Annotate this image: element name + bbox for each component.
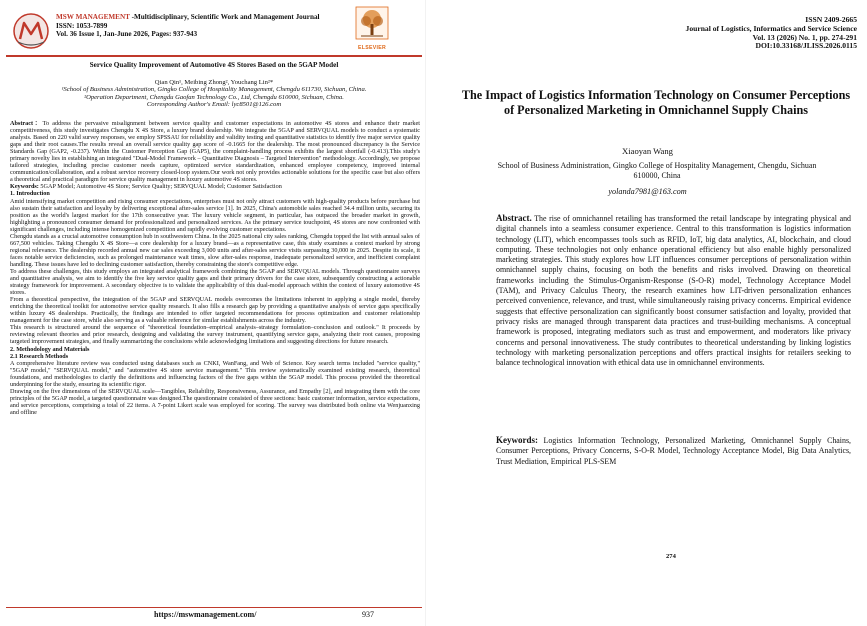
right-volume: Vol. 13 (2026) No. 1, pp. 274-291 [752, 32, 857, 42]
left-abstract-label: Abstract： [10, 120, 43, 127]
paragraph: A comprehensive literature review was conducted using databases such as CNKI, WanFang, and Web of Science. Key search terms included "service quality," "5GAP model," "SERVQUAL model," and "automotive 4S store service management." This review systematically examined existing research, theoretical foundations, and methodologies to clarify the definitions and influencing factors of the five gaps within the 5GAP model. This process provided the theoretical underpinning for the study, ensuring its scientific rigor. [10, 359, 420, 388]
paragraph: Amid intensifying market competition and rising consumer expectations, enterprises must not only attract customers with high-quality products before purchase but also sustain their satisfaction and loyalty by delivering exceptional after-sales service [1]. In 2025, China's automobile sales reached 34.4 million units, securing its position as the world's largest market for the 17th consecutive year. The luxury vehicle segment, in particular, has outpaced the broader market in growth, highlighting a pronounced consumer demand for professionalized and personalized services. As the primary service touchpoint, 4S stores are now confronted with significant challenges, including intense homogenized competition and rapidly evolving customer expectations. [10, 197, 420, 233]
right-page-number: 274 [666, 553, 676, 560]
right-issn: ISSN 2409-2665 [805, 15, 857, 24]
right-doi: DOI:10.33168/JLISS.2026.0115 [755, 41, 857, 51]
left-keywords-text: 5GAP Model; Automotive 4S Store; Service Quality; SERVQUAL Model; Customer Satisfaction [38, 183, 282, 191]
right-affiliation: School of Business Administration, Gingko College of Hospitality Management, Chengdu, Sichuan 610000, China [497, 161, 817, 180]
left-author-block [6, 79, 422, 109]
right-abstract [496, 213, 851, 368]
right-author: Xiaoyan Wang [622, 146, 673, 156]
right-journal-info [686, 16, 857, 51]
right-abstract-text: The rise of omnichannel retailing has transformed the retail landscape by integrating physical and digital channels into a seamless consumer experience. Central to this transformation is logistics information technology (LIT), which encompasses tools such as RFID, IoT, big data analytics, AI, blockchain, and cloud computing. These technologies not only enhance operational efficiency but also enable highly personalized marketing strategies. This study explores how LIT influences consumer perceptions of personalization within omnichannel supply chains, focusing on both the benefits and risks involved. Drawing on theoretical frameworks including the Stimulus-Organism-Response (S-O-R) model, Technology Acceptance Model (TAM), and Privacy Calculus Theory, the research examines how LIT-driven personalization enhances perceived convenience, relevance, and trust, while simultaneously raising privacy concerns. Empirical evidence suggests that effective personalization can significantly boost consumer satisfaction and loyalty, provided that privacy risks are managed through transparent data practices and trust-building mechanisms. A conceptual framework is proposed, integrating mediators such as trust and empowerment, and moderators like privacy concerns and personal innovativeness. The study contributes to theoretical understanding by linking logistics technology with marketing personalization perceptions and offers practical insights for retailers seeking to balance technological innovation with ethical data use in omnichannel environments. [496, 214, 851, 368]
left-abstract-text: To address the pervasive misalignment between service quality and customer expectations in automotive 4S stores and enhance their market competitiveness, this study investigates Chengdu X 4S Store, a luxury brand dealership. We integrate the 5GAP and SERVQUAL models to conduct a systematic analysis. Based on 220 valid survey responses, we employ SPSSAU for reliability and validity testing and quantitative statistics to identify five major service quality gaps and their root causes.The results reveal an overall service quality gap score of -0.1665 for the dealership. The most pronounced discrepancy is the Service Standards Gap (GAP2, -0.237). Within the Customer Perception Gap (GAP5), the complaint-handling process exhibits the largest shortfall (-0.413).This study's primary novelty lies in establishing an integrated "Dual-Model Framework – Quantitative Diagnosis – Targeted Intervention" methodology. Accordingly, we propose tailored strategies, including precise customer needs capture, optimized service standardization, enhanced employee competency, improved internal communication/collaboration, and a robust service recovery closed-loop system.Our work not only provides actionable solutions for the specific case but also offers a theoretical and practical paradigm for service quality management in luxury automotive 4S stores. [10, 120, 420, 184]
footer-divider [6, 607, 422, 608]
left-affiliation-1: ¹School of Business Administration, Gingko College of Hospitality Management, Chengdu 611730, Sichuan, China. [61, 86, 367, 94]
left-corresponding-author: Corresponding Author's Email: lyc8501@126.com [146, 101, 282, 109]
page-separator [425, 0, 426, 626]
journal-website-link[interactable]: https://mswmanagement.com/ [154, 610, 257, 619]
elsevier-logo [353, 6, 391, 52]
msw-management-logo-icon [12, 12, 50, 50]
right-keywords-text: Logistics Information Technology, Personalized Marketing, Omnichannel Supply Chains, Consumer Perceptions, Privacy Concerns, S-O-R Model, Technology Acceptance Model, Big Data Analytics, Trust Mediation, Empirical PLS-SEM [496, 436, 851, 466]
left-page-number: 937 [362, 610, 374, 619]
right-keywords-label: Keywords: [496, 435, 538, 445]
left-keywords-label: Keywords: [10, 183, 39, 191]
left-article-body [10, 120, 420, 416]
journal-issn: ISSN: 1053-7899 [56, 21, 108, 30]
left-abstract [10, 120, 420, 183]
paragraph: This research is structured around the sequence of "theoretical foundation–empirical analysis–strategy formulation–conclusion and outlook." It proceeds by reviewing relevant theories and prior research, designing and validating the survey instrument, quantifying service gaps, analyzing their root causes, proposing targeted improvement strategies, and finally summarizing the conclusions while acknowledging limitations and suggesting directions for future research. [10, 324, 420, 346]
journal-volume: Vol. 36 Issue 1, Jan-June 2026, Pages: 937-943 [56, 30, 198, 39]
paragraph: Chengdu stands as a crucial automotive consumption hub in southwestern China. In the 2025 national city sales ranking, Chengdu topped the list with annual sales of 667,500 vehicles. Taking Chengdu X 4S Store—a core dealership for a luxury brand—as a representative case, this study examines a context marked by strong regional relevance. The dealership recorded annual new car sales exceeding 3,000 units and after-sales service visits surpassing 30,000 in 2025. Despite its scale, it faces notable service deficiencies, such as prolonged maintenance wait times, slow after-sales response, inadequate personalized service, and inefficient complaint handling. These issues have led to declining customer satisfaction, thereby constraining the store's competitive edge. [10, 232, 420, 268]
paragraph: To address these challenges, this study employs an integrated analytical framework combining the 5GAP and SERVQUAL models. Through questionnaire surveys and quantitative analysis, we aim to identify the five key service quality gaps and their primary drivers for the case store, subsequently constructing a actionable strategy framework for improvement. A secondary objective is to validate the applicability of this dual-model approach within the context of luxury automotive 4S stores. [10, 267, 420, 297]
right-author-email: yolanda7981@163.com [608, 187, 687, 196]
left-authors: Qian Qin¹, Meibing Zhong², Youchang Lin²* [154, 79, 274, 86]
left-page-footer [6, 607, 422, 621]
right-journal-name: Journal of Logistics, Informatics and Service Science [685, 23, 857, 33]
right-journal-page [434, 4, 861, 622]
subsection-heading-research-methods: 2.1 Research Methods [10, 352, 69, 360]
right-keywords [496, 435, 851, 467]
left-journal-info [56, 13, 320, 39]
journal-name: MSW MANAGEMENT [56, 13, 130, 21]
left-keywords [10, 183, 420, 190]
elsevier-tree-icon [355, 6, 389, 40]
header-divider [6, 55, 422, 57]
paragraph: From a theoretical perspective, the integration of the 5GAP and SERVQUAL models overcomes the limitations inherent in applying a single model, thereby enriching the theoretical toolkit for automotive service quality research. It also fills a research gap by providing a quantitative analysis of service gaps specifically within luxury 4S dealerships. Practically, the findings are intended to offer targeted recommendations for process optimization and customer relationship management for the case store, while also serving as a valuable reference for similar establishments across the industry. [10, 296, 420, 325]
section-heading-introduction: 1. Introduction [10, 190, 50, 198]
section-heading-methodology: 2. Methodology and Materials [10, 345, 90, 353]
right-abstract-label: Abstract. [496, 213, 532, 223]
left-article-title: Service Quality Improvement of Automotive 4S Stores Based on the 5GAP Model [89, 61, 339, 69]
left-affiliation-2: ²Operation Department, Chengdu Gaofan Technology Co., Ltd, Chengdu 610000, Sichuan, China. [84, 93, 344, 101]
left-journal-page [6, 4, 422, 622]
paragraph: Drawing on the five dimensions of the SERVQUAL scale—Tangibles, Reliability, Responsiveness, Assurance, and Empathy [2], and integrating them with the core principles of the 5GAP model, a targeted questionnaire was designed.The questionnaire consisted of three sections: basic customer information, service expectations, and service perceptions, comprising a total of 22 items. A 7-point Likert scale was employed for scoring. The survey was distributed both online via Wenjuanxing and offline [10, 387, 420, 416]
right-article-title: The Impact of Logistics Information Technology on Consumer Perceptions of Personalized Marketing in Omnichannel Supply Chains [461, 88, 851, 117]
left-page-header [6, 4, 422, 54]
elsevier-label: ELSEVIER [357, 45, 387, 51]
journal-subtitle: -Multidisciplinary, Scientific Work and Management Journal [129, 13, 320, 21]
